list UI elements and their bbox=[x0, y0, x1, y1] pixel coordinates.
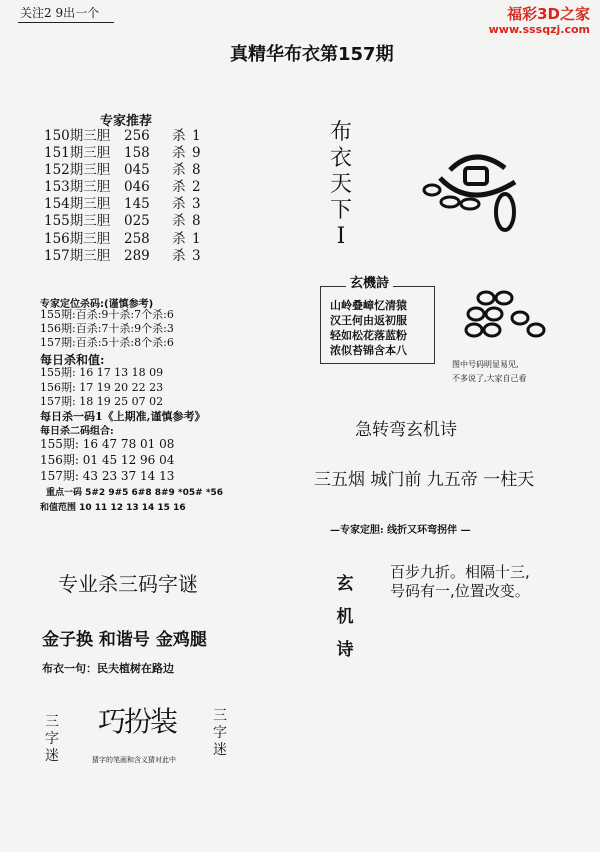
expert-digits: 289 bbox=[124, 247, 150, 264]
expert-list bbox=[44, 128, 201, 265]
follow-note: 关注2 9出一个 bbox=[20, 6, 100, 20]
expert-digits: 258 bbox=[124, 230, 150, 247]
list-item: 157期: 18 19 25 07 02 bbox=[40, 395, 164, 408]
right-vertical-label: 三字迷 bbox=[213, 708, 227, 758]
riddle-title: 专业杀三码字谜 bbox=[58, 572, 198, 596]
page-title: 真精华布衣第157期 bbox=[230, 44, 394, 65]
expert-row bbox=[44, 179, 201, 196]
xuanji-poem-lines bbox=[330, 298, 407, 358]
buyi-vertical-title: 布衣天下I bbox=[329, 120, 352, 249]
focus-code-row: 重点一码 5#2 9#5 6#8 8#9 *05# *56 bbox=[46, 488, 224, 498]
expert-digits: 025 bbox=[124, 213, 150, 230]
riddle-poem-title: 急转弯玄机诗 bbox=[355, 420, 457, 440]
combo-kill-heading: 每日杀二码组合: bbox=[40, 426, 114, 437]
expert-digits: 145 bbox=[124, 196, 150, 213]
left-vertical-label: 三字迷 bbox=[45, 714, 59, 764]
list-item: 156期:百杀:7十杀:9个杀:3 bbox=[40, 322, 174, 335]
expert-digits: 158 bbox=[124, 145, 150, 162]
expert-kill: 1 bbox=[192, 128, 201, 144]
expert-row bbox=[44, 162, 201, 179]
expert-period: 152期三胆 bbox=[44, 162, 111, 179]
expert-kill: 8 bbox=[192, 162, 201, 179]
expert-period: 157期三胆 bbox=[44, 247, 111, 264]
expert-kill: 8 bbox=[192, 213, 201, 230]
sum-kill-heading: 每日杀和值: bbox=[40, 353, 105, 367]
poem-line: 百步九折。相隔十三, bbox=[390, 563, 530, 581]
chain-figure bbox=[458, 288, 548, 348]
hand-drawn-figure bbox=[420, 140, 530, 240]
expert-kill: 3 bbox=[192, 247, 201, 264]
poem-line: 汉王何由返初服 bbox=[330, 314, 407, 327]
poem-line: 山岭叠嶂忆清猿 bbox=[330, 299, 407, 312]
list-item: 156期: 01 45 12 96 04 bbox=[40, 453, 175, 467]
poem-line: 轻如松花落蓝粉 bbox=[330, 329, 407, 342]
caption-line: 不多说了,大家自己看 bbox=[452, 374, 527, 383]
expert-kill-label: 杀 bbox=[172, 196, 186, 213]
baibu-poem bbox=[390, 563, 530, 601]
sum-kill-list bbox=[40, 366, 163, 410]
expert-row bbox=[44, 248, 201, 265]
expert-kill-label: 杀 bbox=[172, 162, 186, 179]
expert-row bbox=[44, 213, 201, 230]
xuanji-poem-heading: 玄機詩 bbox=[346, 272, 393, 291]
riddle-answers: 金子换 和谐号 金鸡腿 bbox=[42, 630, 207, 650]
expert-dan-line: —专家定胆: 线折又环弯拐伴 — bbox=[330, 525, 471, 536]
site-logo-url: www.sssqzj.com bbox=[488, 23, 590, 36]
expert-kill-label: 杀 bbox=[172, 247, 186, 264]
follow-underline bbox=[18, 22, 114, 23]
expert-row bbox=[44, 145, 201, 162]
expert-kill-label: 杀 bbox=[172, 128, 186, 144]
expert-period: 155期三胆 bbox=[44, 213, 111, 230]
sum-range-row: 和值范围 10 11 12 13 14 15 16 bbox=[40, 503, 186, 513]
expert-kill: 9 bbox=[192, 145, 201, 162]
expert-kill: 2 bbox=[192, 179, 201, 196]
position-kill-heading: 专家定位杀码:(谨慎参考) bbox=[40, 299, 154, 310]
expert-digits: 256 bbox=[124, 128, 150, 144]
expert-period: 154期三胆 bbox=[44, 196, 111, 213]
expert-period: 150期三胆 bbox=[44, 128, 111, 144]
poem-line: 号码有一,位置改变。 bbox=[390, 582, 530, 600]
expert-kill: 1 bbox=[192, 230, 201, 247]
expert-period: 153期三胆 bbox=[44, 179, 111, 196]
list-item: 155期: 16 17 13 18 09 bbox=[40, 366, 164, 379]
xuanji-vertical-label: 玄机诗 bbox=[336, 574, 354, 660]
expert-digits: 045 bbox=[124, 162, 150, 179]
poem-line: 浓似苔锦含本八 bbox=[330, 344, 407, 357]
expert-row bbox=[44, 231, 201, 248]
expert-kill-label: 杀 bbox=[172, 145, 186, 162]
buyi-sentence: 布衣一句：民夫植树在路边 bbox=[42, 662, 174, 675]
combo-kill-list bbox=[40, 436, 174, 484]
riddle-big-text: 巧扮装 bbox=[98, 705, 177, 738]
figure-caption bbox=[452, 358, 527, 386]
expert-row bbox=[44, 128, 201, 145]
site-logo-name: 福彩3D之家 bbox=[507, 5, 590, 23]
expert-kill-label: 杀 bbox=[172, 230, 186, 247]
expert-period: 151期三胆 bbox=[44, 145, 111, 162]
expert-digits: 046 bbox=[124, 179, 150, 196]
list-item: 157期:百杀:5十杀:8个杀:6 bbox=[40, 336, 174, 349]
riddle-poem-line: 三五烟 城门前 九五帝 一柱天 bbox=[314, 470, 535, 490]
list-item: 156期: 17 19 20 22 23 bbox=[40, 380, 164, 394]
caption-line: 图中号码明显易见, bbox=[452, 360, 519, 369]
expert-kill-label: 杀 bbox=[172, 213, 186, 230]
list-item: 155期:百杀:9十杀:7个杀:6 bbox=[40, 308, 174, 321]
one-code-heading: 每日杀一码1《上期准,谨慎参考》 bbox=[40, 410, 206, 423]
expert-kill: 3 bbox=[192, 196, 201, 213]
expert-kill-label: 杀 bbox=[172, 179, 186, 196]
expert-row bbox=[44, 196, 201, 213]
riddle-note: 猜字的笔画和含义猜对此中 bbox=[92, 756, 176, 764]
expert-heading: 专家推荐 bbox=[100, 114, 153, 129]
list-item: 155期: 16 47 78 01 08 bbox=[40, 437, 175, 451]
list-item: 157期: 43 23 37 14 13 bbox=[40, 469, 175, 483]
position-kill-list bbox=[40, 308, 174, 350]
expert-period: 156期三胆 bbox=[44, 230, 111, 247]
